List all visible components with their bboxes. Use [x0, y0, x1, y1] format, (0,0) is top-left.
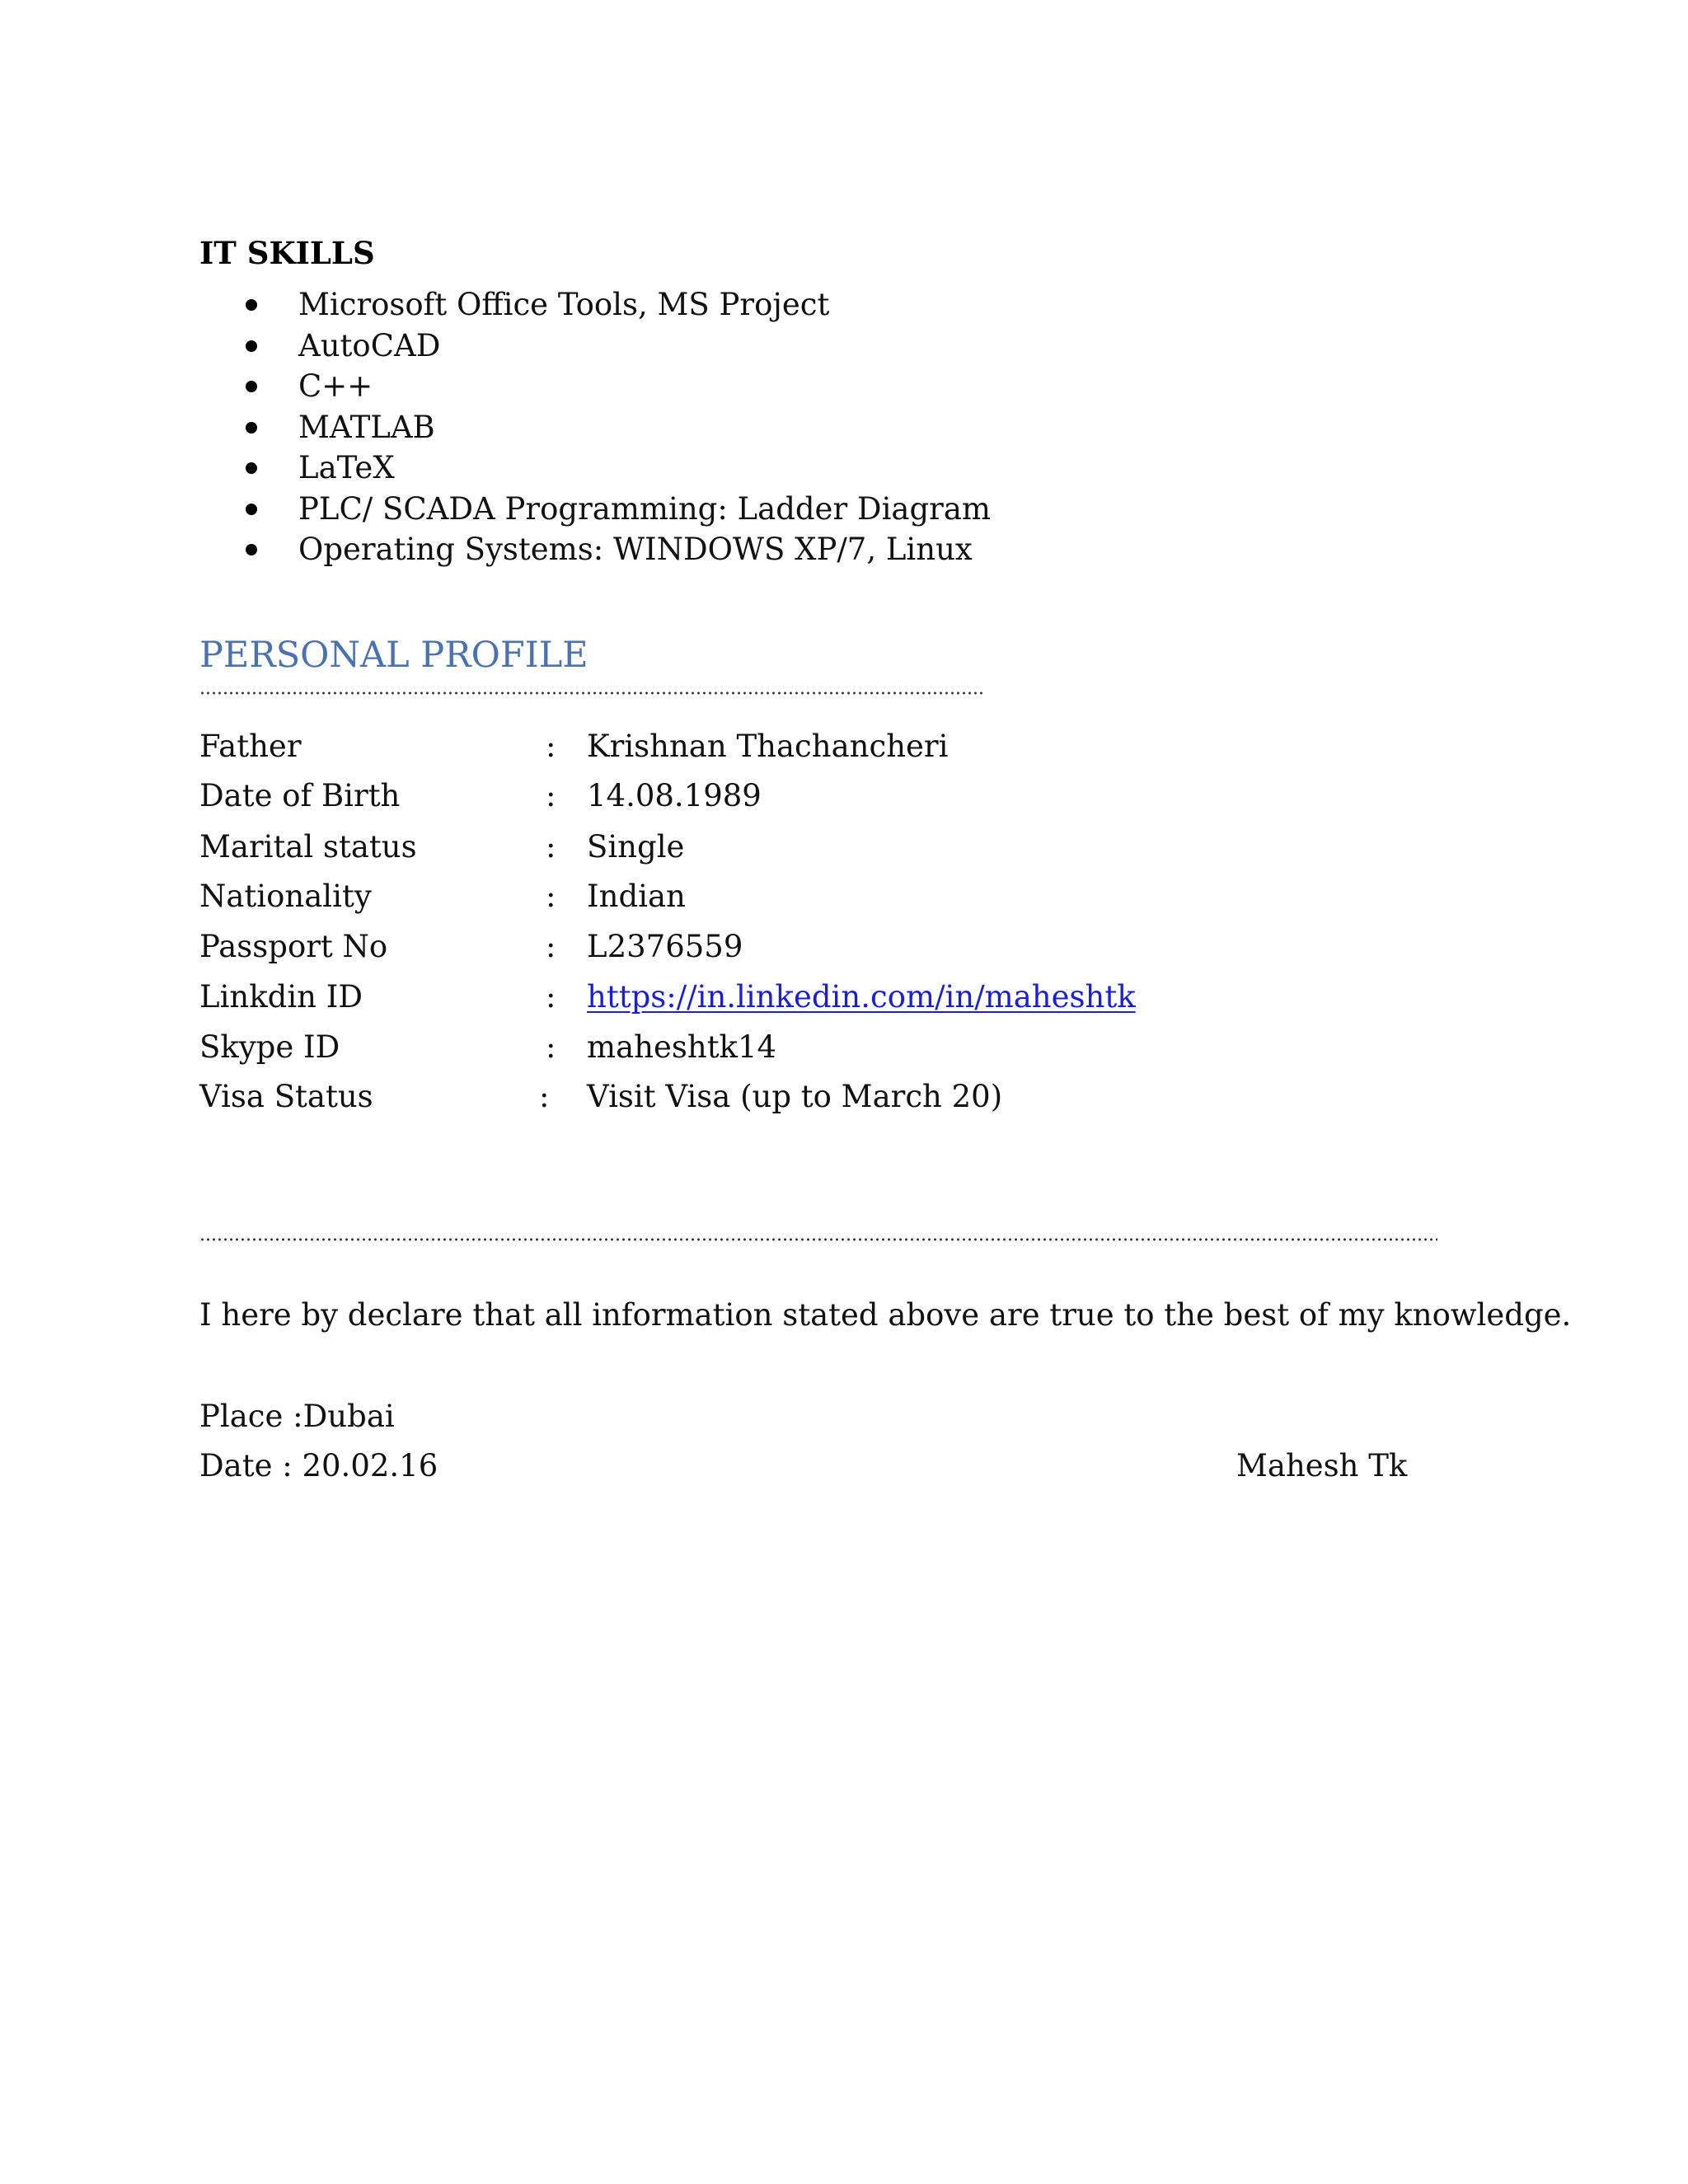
profile-value: maheshtk14: [587, 1029, 777, 1065]
signature-name: Mahesh Tk: [1236, 1448, 1408, 1483]
profile-value: Single: [587, 829, 685, 865]
personal-profile-heading: PERSONAL PROFILE: [199, 635, 588, 676]
profile-label: Marital status: [199, 829, 417, 865]
skill-item: [199, 366, 991, 407]
profile-row-skype-id: [199, 1028, 1436, 1067]
skill-text: Microsoft Office Tools, MS Project: [298, 287, 830, 322]
skill-item: [199, 529, 991, 570]
skill-text: AutoCAD: [298, 327, 441, 363]
declaration-text: I here by declare that all information stated above are true to the best of my knowledge.: [199, 1297, 1572, 1333]
profile-label: Passport No: [199, 929, 388, 964]
skill-text: LaTeX: [298, 450, 395, 485]
profile-separator: :: [546, 829, 556, 865]
linkedin-link[interactable]: https://in.linkedin.com/in/maheshtk: [587, 979, 1136, 1015]
profile-row-nationality: [199, 877, 1436, 916]
dotted-divider: [199, 1237, 1437, 1242]
it-skills-heading: IT SKILLS: [199, 235, 375, 271]
skill-text: Operating Systems: WINDOWS XP/7, Linux: [298, 532, 973, 567]
profile-value: Indian: [587, 879, 686, 914]
profile-separator: :: [546, 879, 556, 914]
skill-text: C++: [298, 368, 373, 404]
profile-label: Linkdin ID: [199, 979, 363, 1015]
bullet-icon: [246, 381, 257, 392]
profile-label: Father: [199, 729, 302, 764]
profile-row-father: [199, 727, 1436, 766]
skill-text: MATLAB: [298, 409, 435, 445]
profile-separator: :: [546, 1029, 556, 1065]
date-line: Date : 20.02.16: [199, 1448, 438, 1483]
profile-row-date-of-birth: [199, 776, 1436, 816]
profile-separator: :: [546, 729, 556, 764]
profile-row-marital-status: [199, 827, 1436, 867]
bullet-icon: [246, 340, 257, 352]
place-line: Place :Dubai: [199, 1399, 395, 1434]
bullet-icon: [246, 504, 257, 515]
profile-value: L2376559: [587, 929, 743, 964]
profile-row-visa-status: [199, 1077, 1436, 1117]
profile-label: Visa Status: [199, 1079, 373, 1114]
skill-item: [199, 448, 991, 489]
profile-separator: :: [546, 778, 556, 813]
bullet-icon: [246, 422, 257, 434]
skill-item: [199, 407, 991, 448]
skill-text: PLC/ SCADA Programming: Ladder Diagram: [298, 490, 991, 527]
profile-value: Krishnan Thachancheri: [587, 729, 949, 764]
profile-label: Skype ID: [199, 1029, 340, 1065]
bullet-icon: [246, 544, 257, 555]
profile-label: Nationality: [199, 879, 372, 914]
profile-value: Visit Visa (up to March 20): [587, 1079, 1003, 1114]
bullet-icon: [246, 462, 257, 474]
it-skills-list: [199, 284, 991, 570]
profile-label: Date of Birth: [199, 778, 401, 813]
profile-row-passport-no: [199, 927, 1436, 967]
profile-row-linkedin-id: [199, 977, 1436, 1017]
profile-separator: :: [546, 929, 556, 964]
profile-separator: :: [546, 979, 556, 1015]
profile-separator: :: [539, 1079, 550, 1114]
skill-item: [199, 326, 991, 367]
skill-item: [199, 489, 991, 530]
profile-value: 14.08.1989: [587, 778, 762, 813]
dotted-divider: [199, 691, 984, 696]
skill-item: [199, 284, 991, 326]
bullet-icon: [246, 299, 257, 311]
